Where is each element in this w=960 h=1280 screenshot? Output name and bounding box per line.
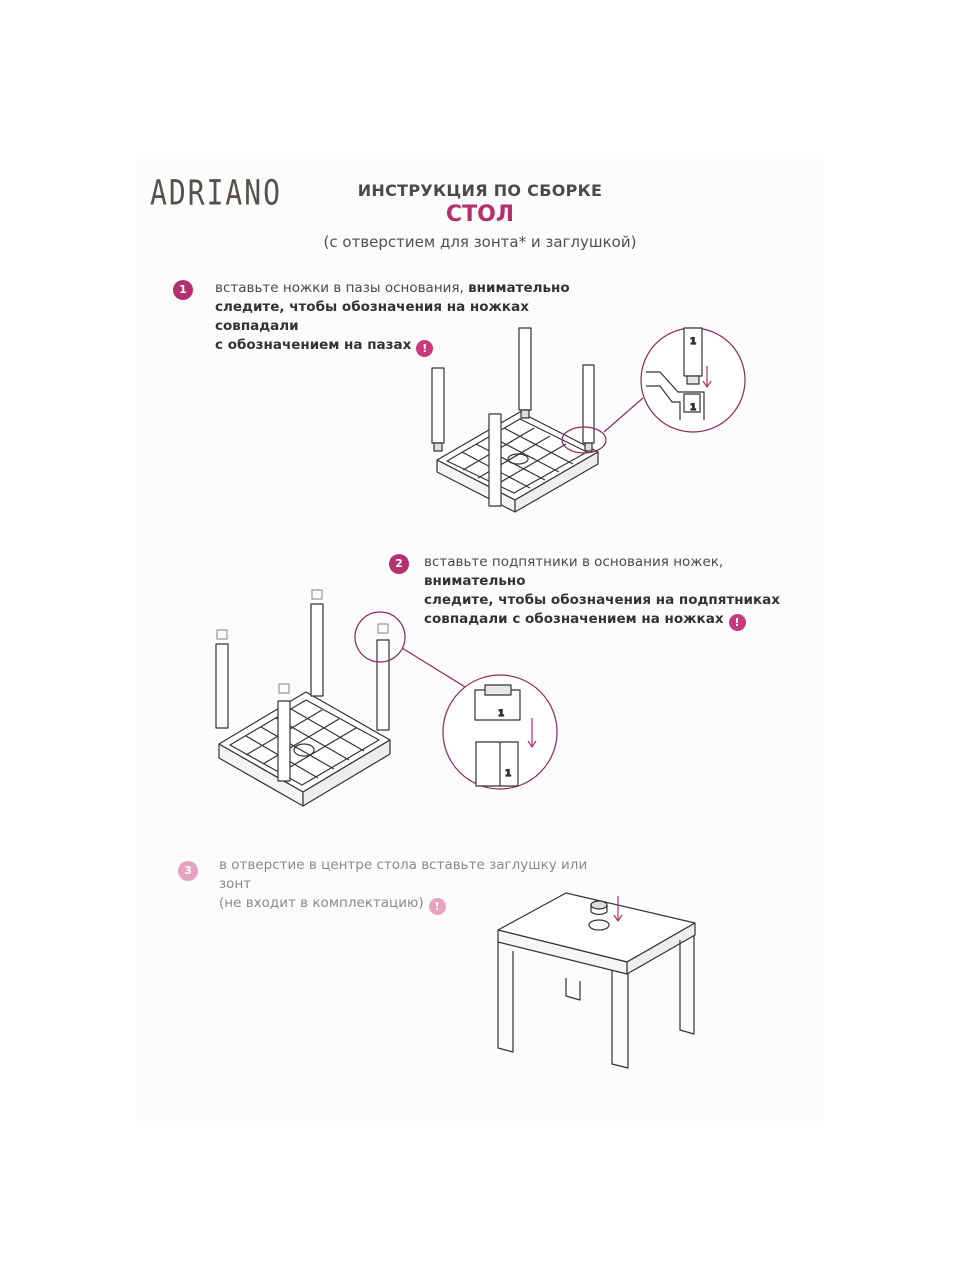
step-2-number: 2 — [389, 554, 409, 574]
warning-icon: ! — [729, 614, 746, 631]
product-name: СТОЛ — [445, 202, 515, 227]
step-1-bold: внимательно — [468, 280, 570, 296]
leg-end-mark-label: 1 — [505, 769, 512, 779]
brand-logo: ADRIANO — [150, 172, 283, 214]
warning-icon: ! — [429, 898, 446, 915]
warning-icon: ! — [416, 340, 433, 357]
step-1-number: 1 — [173, 280, 193, 300]
step-3-number: 3 — [178, 861, 198, 881]
step-1-line2: следите, чтобы обозначения на ножках совпадали — [215, 299, 529, 334]
step-3-line2: (не входит в комплектацию) — [219, 895, 424, 911]
page-title: ИНСТРУКЦИЯ ПО СБОРКЕ — [357, 181, 603, 200]
step-2-line3: совпадали с обозначением на ножках — [424, 611, 724, 627]
step-1-plain: вставьте ножки в пазы основания, — [215, 280, 469, 296]
step-3-line1: в отверстие в центре стола вставьте заглушку или зонт — [219, 857, 588, 892]
step-2-tray-illustration — [216, 590, 557, 806]
step-2-plain: вставьте подпятники в основания ножек, — [424, 554, 724, 570]
product-note: (с отверстием для зонта* и заглушкой) — [323, 233, 637, 251]
step-1-line3: с обозначением на пазах — [215, 337, 412, 353]
step-2-line2: следите, чтобы обозначения на подпятниках — [424, 592, 780, 608]
step-2-bold: внимательно — [424, 573, 526, 589]
step-1-tray-illustration — [432, 328, 745, 512]
leg-mark-label: 1 — [690, 337, 697, 347]
foot-mark-label: 1 — [498, 709, 505, 719]
step-3-table-illustration — [498, 893, 695, 1068]
slot-mark-label: 1 — [690, 403, 697, 413]
